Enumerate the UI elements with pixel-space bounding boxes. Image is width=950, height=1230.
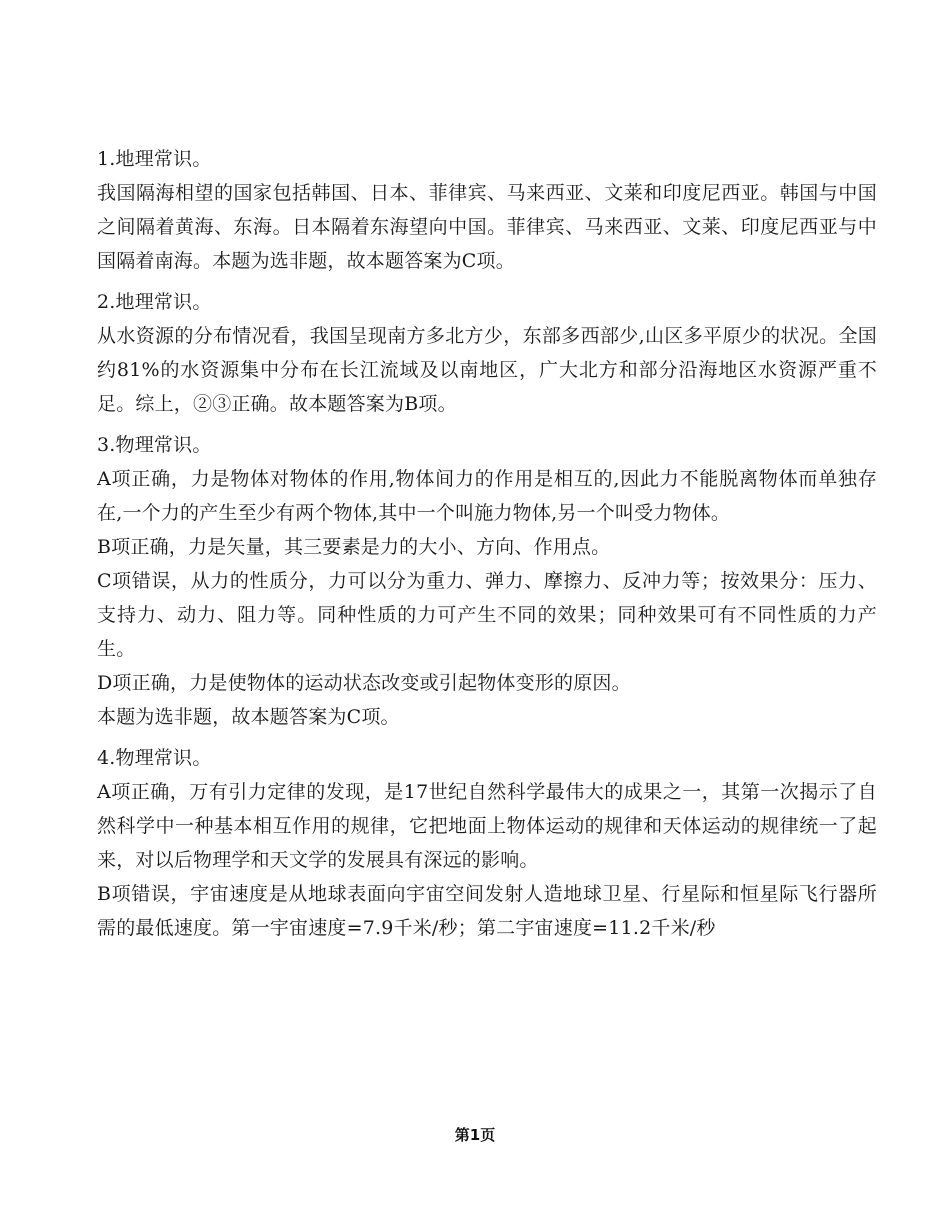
- answer-section-3: [97, 428, 877, 734]
- section-heading: 1.地理常识。: [97, 148, 212, 170]
- section-heading: 4.物理常识。: [97, 747, 212, 769]
- document-body: [97, 142, 877, 952]
- section-heading: 3.物理常识。: [97, 434, 212, 456]
- section-paragraph: A项正确，力是物体对物体的作用,物体间力的作用是相互的,因此力不能脱离物体而单独存在,一个力的产生至少有两个物体,其中一个叫施力物体,另一个叫受力物体。: [97, 468, 877, 524]
- section-paragraph: A项正确，万有引力定律的发现，是17世纪自然科学最伟大的成果之一，其第一次揭示了自然科学中一种基本相互作用的规律，它把地面上物体运动的规律和天体运动的规律统一了起来，对以后物理学和天文学的发展具有深远的影响。: [97, 781, 877, 871]
- section-paragraph: C项错误，从力的性质分，力可以分为重力、弹力、摩擦力、反冲力等；按效果分：压力、支持力、动力、阻力等。同种性质的力可产生不同的效果；同种效果可有不同性质的力产生。: [97, 570, 877, 660]
- answer-section-4: [97, 741, 877, 945]
- answer-section-1: [97, 142, 877, 278]
- section-paragraph: 本题为选非题，故本题答案为C项。: [97, 706, 400, 728]
- section-heading: 2.地理常识。: [97, 291, 212, 313]
- page-number: 第1页: [454, 1126, 496, 1144]
- section-paragraph: B项正确，力是矢量，其三要素是力的大小、方向、作用点。: [97, 536, 611, 558]
- section-paragraph: D项正确，力是使物体的运动状态改变或引起物体变形的原因。: [97, 672, 631, 694]
- section-paragraph: B项错误，宇宙速度是从地球表面向宇宙空间发射人造地球卫星、行星际和恒星际飞行器所需的最低速度。第一宇宙速度=7.9千米/秒；第二宇宙速度=11.2千米/秒: [97, 883, 877, 939]
- answer-section-2: [97, 285, 877, 421]
- section-paragraph: 我国隔海相望的国家包括韩国、日本、菲律宾、马来西亚、文莱和印度尼西亚。韩国与中国之间隔着黄海、东海。日本隔着东海望向中国。菲律宾、马来西亚、文莱、印度尼西亚与中国隔着南海。本题为选非题，故本题答案为C项。: [97, 182, 877, 272]
- section-paragraph: 从水资源的分布情况看，我国呈现南方多北方少，东部多西部少,山区多平原少的状况。全国约81%的水资源集中分布在长江流域及以南地区，广大北方和部分沿海地区水资源严重不足。综上，②③正确。故本题答案为B项。: [97, 325, 877, 415]
